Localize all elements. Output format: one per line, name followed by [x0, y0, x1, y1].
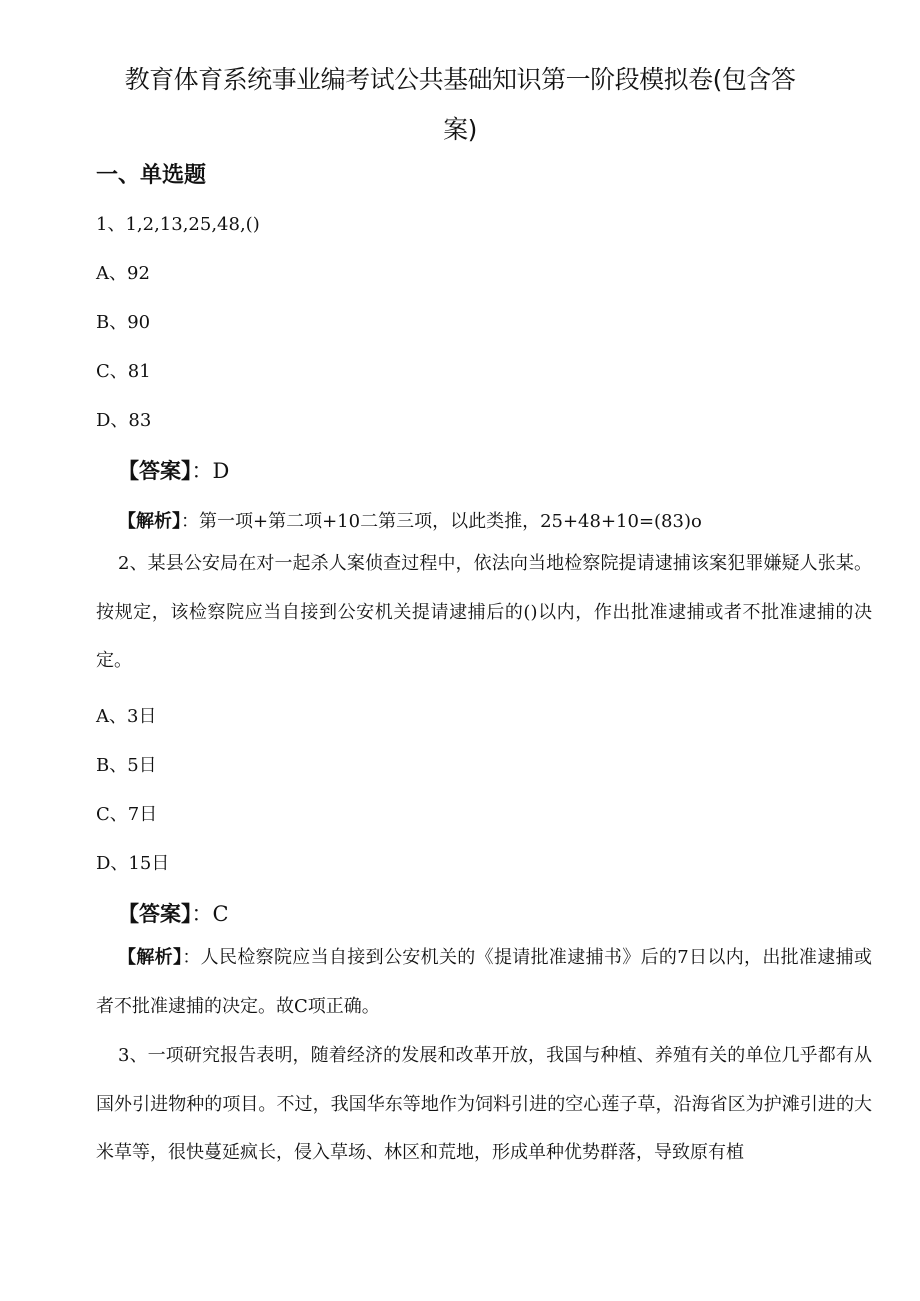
q1-stem: 1、1,2,13,25,48,() — [96, 214, 260, 235]
document-title-line-1: 教育体育系统事业编考试公共基础知识第一阶段模拟卷(包含答 — [124, 65, 796, 94]
q2-option-c: C、7日 — [96, 804, 158, 825]
q1-option-d: D、83 — [96, 410, 152, 431]
q1-answer-tag: 【答案】 — [118, 459, 192, 483]
q1-explain-tag: 【解析】 — [118, 511, 181, 532]
q1-option-c: C、81 — [96, 361, 151, 382]
q2-answer-tag: 【答案】 — [118, 902, 192, 926]
q2-option-a: A、3日 — [96, 706, 157, 727]
q2-explain-tag: 【解析】 — [118, 947, 183, 968]
q2-answer — [118, 898, 229, 928]
q2-explanation — [96, 934, 872, 1031]
q2-explain-text: ：人民检察院应当自接到公安机关的《提请批准逮捕书》后的7日以内，出批准逮捕或者不批准逮捕的决定。故C项正确。 — [96, 947, 873, 1017]
q2-stem: 2、某县公安局在对一起杀人案侦查过程中，依法向当地检察院提请逮捕该案犯罪嫌疑人张某。按规定，该检察院应当自接到公安机关提请逮捕后的()以内，作出批准逮捕或者不批准逮捕的决定。 — [96, 553, 872, 671]
q2-option-d: D、15日 — [96, 853, 170, 874]
section-heading: 一、单选题 — [96, 163, 207, 188]
q1-answer-value: ：D — [191, 459, 230, 483]
q1-answer — [118, 455, 229, 485]
document-title-line-2: 案) — [443, 115, 477, 144]
q1-explain-text: ：第一项+第二项+10二第三项，以此类推，25+48+10=(83)o — [181, 511, 702, 532]
q2-option-b: B、5日 — [96, 755, 157, 776]
q1-explanation — [118, 507, 702, 533]
q1-option-b: B、90 — [96, 312, 151, 333]
q3-stem: 3、一项研究报告表明，随着经济的发展和改革开放，我国与种植、养殖有关的单位几乎都有从国外引进物种的项目。不过，我国华东等地作为饲料引进的空心莲子草，沿海省区为护滩引进的大米草等，很快蔓延疯长，侵入草场、林区和荒地，形成单种优势群落，导致原有植 — [96, 1045, 872, 1163]
q1-option-a: A、92 — [96, 263, 150, 284]
q2-answer-value: ：C — [191, 902, 229, 926]
